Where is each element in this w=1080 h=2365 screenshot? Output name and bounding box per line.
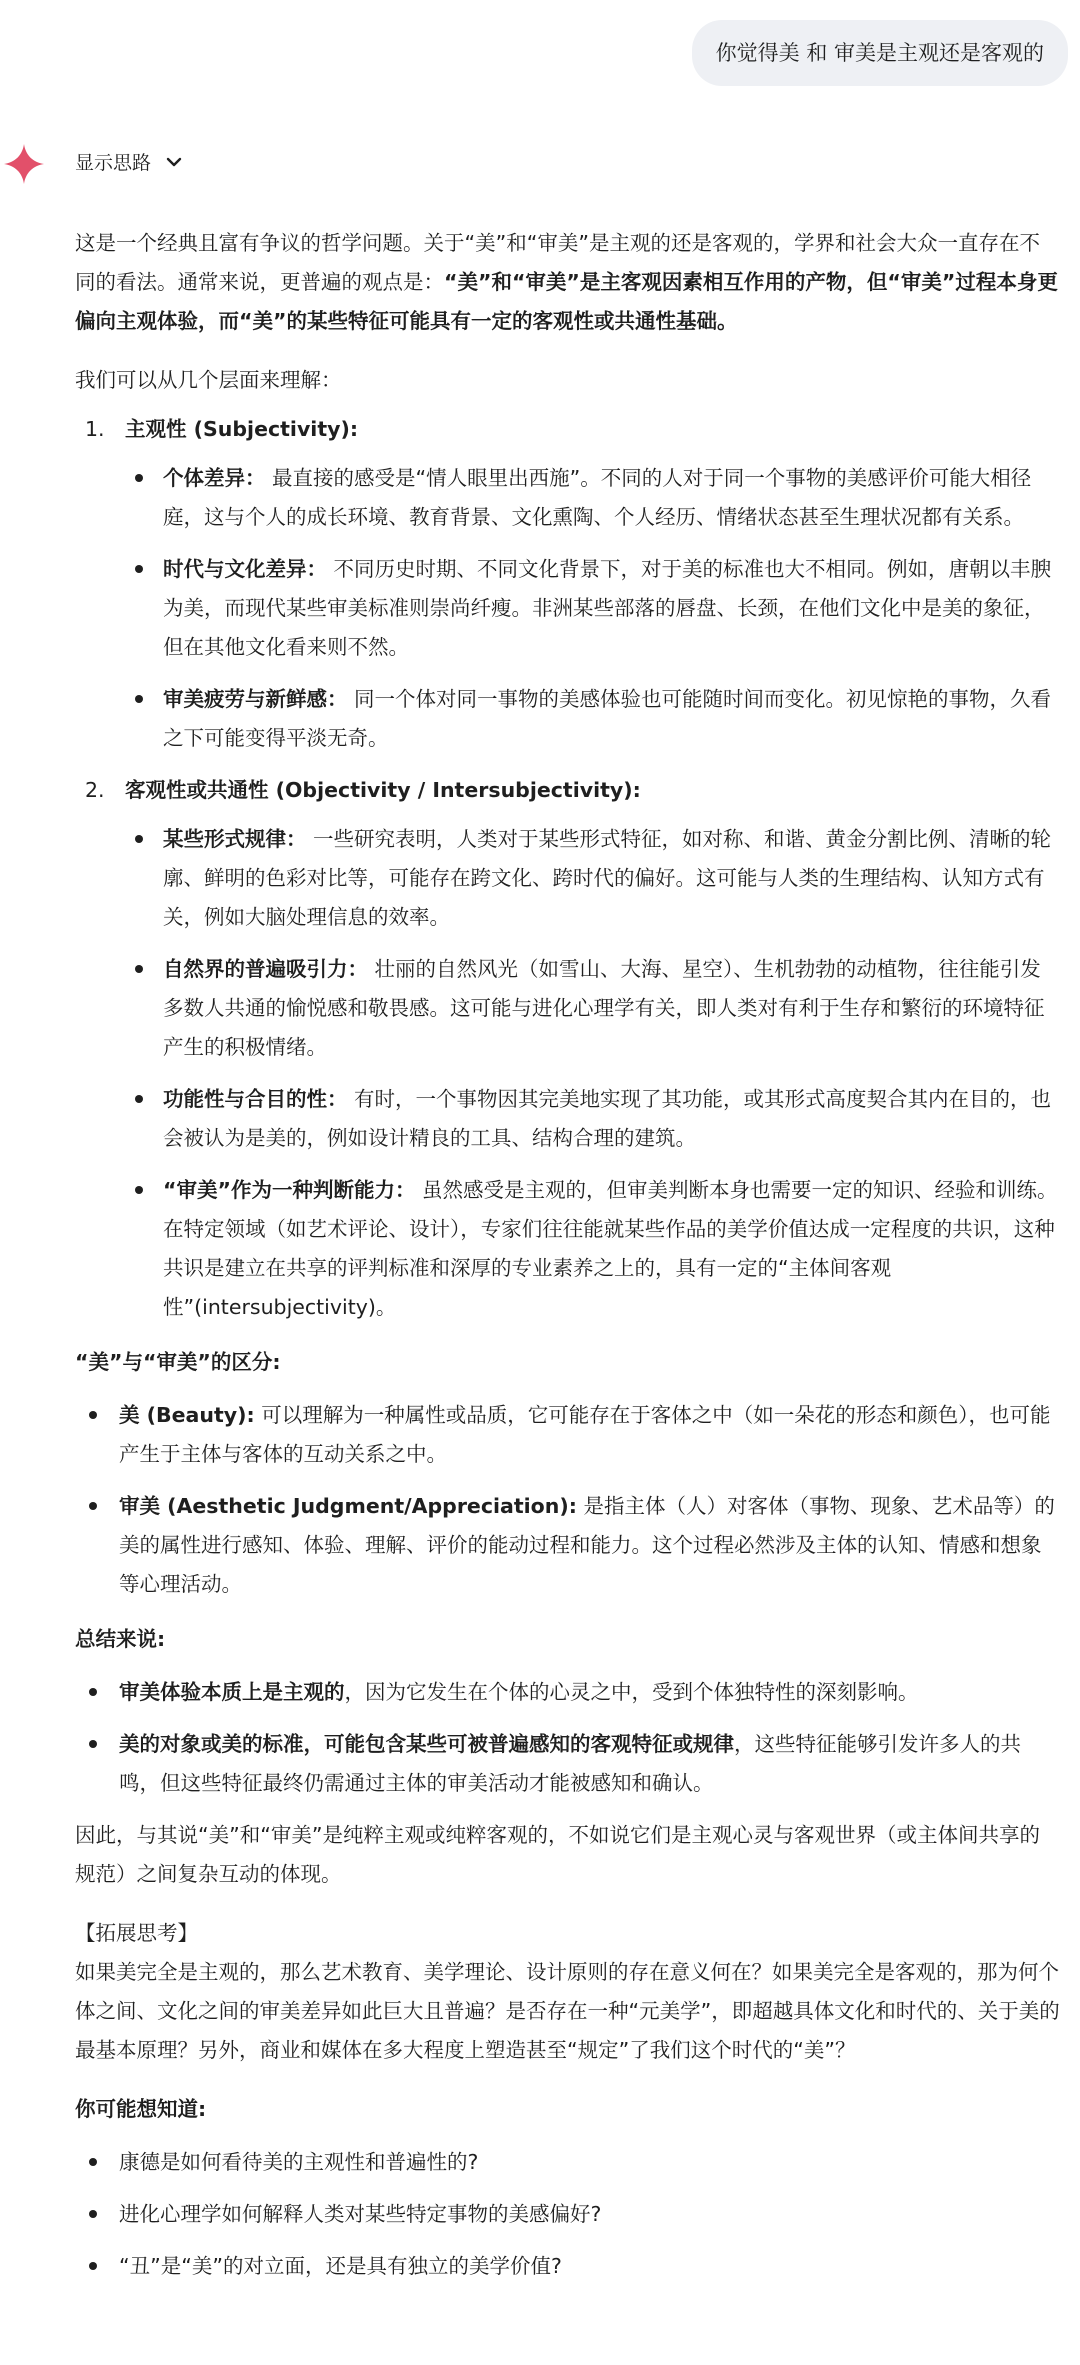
list-item: 美 (Beauty): 可以理解为一种属性或品质，它可能存在于客体之中（如一朵花的形态和颜色），也可能产生于主体与客体的互动关系之中。 <box>75 1396 1060 1474</box>
list-item: 自然界的普遍吸引力： 壮丽的自然风光（如雪山、大海、星空）、生机勃勃的动植物，往往能引发多数人共通的愉悦感和敬畏感。这可能与进化心理学有关，即人类对有利于生存和繁衍的环境特征产生的积极情绪。 <box>125 950 1060 1067</box>
conclusion-paragraph: 因此，与其说“美”和“审美”是纯粹主观或纯粹客观的，不如说它们是主观心灵与客观世界（或主体间共享的规范）之间复杂互动的体现。 <box>75 1823 1040 1886</box>
chevron-down-icon <box>165 153 183 171</box>
related-questions-list <box>75 2143 1060 2286</box>
distinction-list <box>75 1396 1060 1604</box>
related-question[interactable]: 进化心理学如何解释人类对某些特定事物的美感偏好? <box>75 2195 1060 2234</box>
section-title: 客观性或共通性 (Objectivity / Intersubjectivity): <box>125 778 641 802</box>
list-item: 美的对象或美的标准，可能包含某些可被普遍感知的客观特征或规律，这些特征能够引发许多人的共鸣，但这些特征最终仍需通过主体的审美活动才能被感知和确认。 <box>75 1725 1060 1803</box>
list-item: 某些形式规律： 一些研究表明，人类对于某些形式特征，如对称、和谐、黄金分割比例、清晰的轮廓、鲜明的色彩对比等，可能存在跨文化、跨时代的偏好。这可能与人类的生理结构、认知方式有关，例如大脑处理信息的效率。 <box>125 820 1060 937</box>
gemini-spark-icon <box>4 144 44 184</box>
related-question[interactable]: “丑”是“美”的对立面，还是具有独立的美学价值? <box>75 2247 1060 2286</box>
user-message-bubble: 你觉得美 和 审美是主观还是客观的 <box>692 20 1068 86</box>
numbered-list <box>75 410 1060 1327</box>
related-question[interactable]: 康德是如何看待美的主观性和普遍性的? <box>75 2143 1060 2182</box>
extension-paragraph: 如果美完全是主观的，那么艺术教育、美学理论、设计原则的存在意义何在？如果美完全是客观的，那为何个体之间、文化之间的审美差异如此巨大且普遍？是否存在一种“元美学”，即超越具体文化和时代的、关于美的最基本原理？另外，商业和媒体在多大程度上塑造甚至“规定”了我们这个时代的“美”？ <box>75 1960 1060 2062</box>
section-title: 主观性 (Subjectivity): <box>125 417 359 441</box>
summary-list <box>75 1673 1060 1803</box>
list-item: 审美疲劳与新鲜感： 同一个体对同一事物的美感体验也可能随时间而变化。初见惊艳的事物，久看之下可能变得平淡无奇。 <box>125 680 1060 758</box>
intro-paragraph: 这是一个经典且富有争议的哲学问题。关于“美”和“审美”是主观的还是客观的，学界和社会大众一直存在不同的看法。通常来说，更普遍的观点是：“美”和“审美”是主客观因素相互作用的产物，但“审美”过程本身更偏向主观体验，而“美”的某些特征可能具有一定的客观性或共通性基础。 <box>75 231 1058 333</box>
lead-text: 我们可以从几个层面来理解： <box>75 368 342 392</box>
response-content <box>75 224 1060 2299</box>
summary-heading: 总结来说: <box>75 1627 166 1651</box>
section-objectivity: 2. 客观性或共通性 (Objectivity / Intersubjectivity): 某些形式规律： 一些研究表明，人类对于某些形式特征，如对称、和谐、黄金分割比例、清晰的轮廓、鲜明的色彩对比等，可能存在跨文化、跨时代的偏好。这可能与人类的生理结构、认知方式有关，例如大脑处理信息的效率。 自然界的普遍吸引力： 壮丽的自然风光（如雪山、大海、星空）、生机勃勃的动植物，往往能引发多数人共通的愉悦感和敬畏感。这可能与进化心理学有关，即人类对有利于生存和繁衍的环境特征产生的积极情绪。 功能性与合目的性： 有时，一个事物因其完美地实现了其功能，或其形式高度契合其内在目的，也会被认为是美的，例如设计精良的工具、结构合理的建筑。 “审美”作为一种判断能力： 虽然感受是主观的，但审美判断本身也需要一定的知识、经验和训练。在特定领域（如艺术评论、设计），专家们往往能就某些作品的美学价值达成一定程度的共识，这种共识是建立在共享的评判标准和深厚的专业素养之上的，具有一定的“主体间客观性”(intersubjectivity)。 <box>75 771 1060 1327</box>
list-item: 个体差异： 最直接的感受是“情人眼里出西施”。不同的人对于同一个事物的美感评价可能大相径庭，这与个人的成长环境、教育背景、文化熏陶、个人经历、情绪状态甚至生理状况都有关系。 <box>125 459 1060 537</box>
extension-title: 【拓展思考】 <box>75 1921 198 1945</box>
list-item: “审美”作为一种判断能力： 虽然感受是主观的，但审美判断本身也需要一定的知识、经验和训练。在特定领域（如艺术评论、设计），专家们往往能就某些作品的美学价值达成一定程度的共识，这种共识是建立在共享的评判标准和深厚的专业素养之上的，具有一定的“主体间客观性”(intersubjectivity)。 <box>125 1171 1060 1327</box>
list-item: 审美体验本质上是主观的，因为它发生在个体的心灵之中，受到个体独特性的深刻影响。 <box>75 1673 1060 1712</box>
show-thoughts-label: 显示思路 <box>75 152 152 174</box>
related-heading: 你可能想知道: <box>75 2097 207 2121</box>
show-thoughts-toggle[interactable] <box>75 148 183 175</box>
distinction-heading: “美”与“审美”的区分: <box>75 1350 281 1374</box>
list-item: 时代与文化差异： 不同历史时期、不同文化背景下，对于美的标准也大不相同。例如，唐朝以丰腴为美，而现代某些审美标准则崇尚纤瘦。非洲某些部落的唇盘、长颈，在他们文化中是美的象征，但在其他文化看来则不然。 <box>125 550 1060 667</box>
section-subjectivity: 1. 主观性 (Subjectivity): 个体差异： 最直接的感受是“情人眼里出西施”。不同的人对于同一个事物的美感评价可能大相径庭，这与个人的成长环境、教育背景、文化熏陶、个人经历、情绪状态甚至生理状况都有关系。 时代与文化差异： 不同历史时期、不同文化背景下，对于美的标准也大不相同。例如，唐朝以丰腴为美，而现代某些审美标准则崇尚纤瘦。非洲某些部落的唇盘、长颈，在他们文化中是美的象征，但在其他文化看来则不然。 审美疲劳与新鲜感： 同一个体对同一事物的美感体验也可能随时间而变化。初见惊艳的事物，久看之下可能变得平淡无奇。 <box>75 410 1060 758</box>
list-item: 功能性与合目的性： 有时，一个事物因其完美地实现了其功能，或其形式高度契合其内在目的，也会被认为是美的，例如设计精良的工具、结构合理的建筑。 <box>125 1080 1060 1158</box>
list-item: 审美 (Aesthetic Judgment/Appreciation): 是指主体（人）对客体（事物、现象、艺术品等）的美的属性进行感知、体验、理解、评价的能动过程和能力。这个过程必然涉及主体的认知、情感和想象等心理活动。 <box>75 1487 1060 1604</box>
